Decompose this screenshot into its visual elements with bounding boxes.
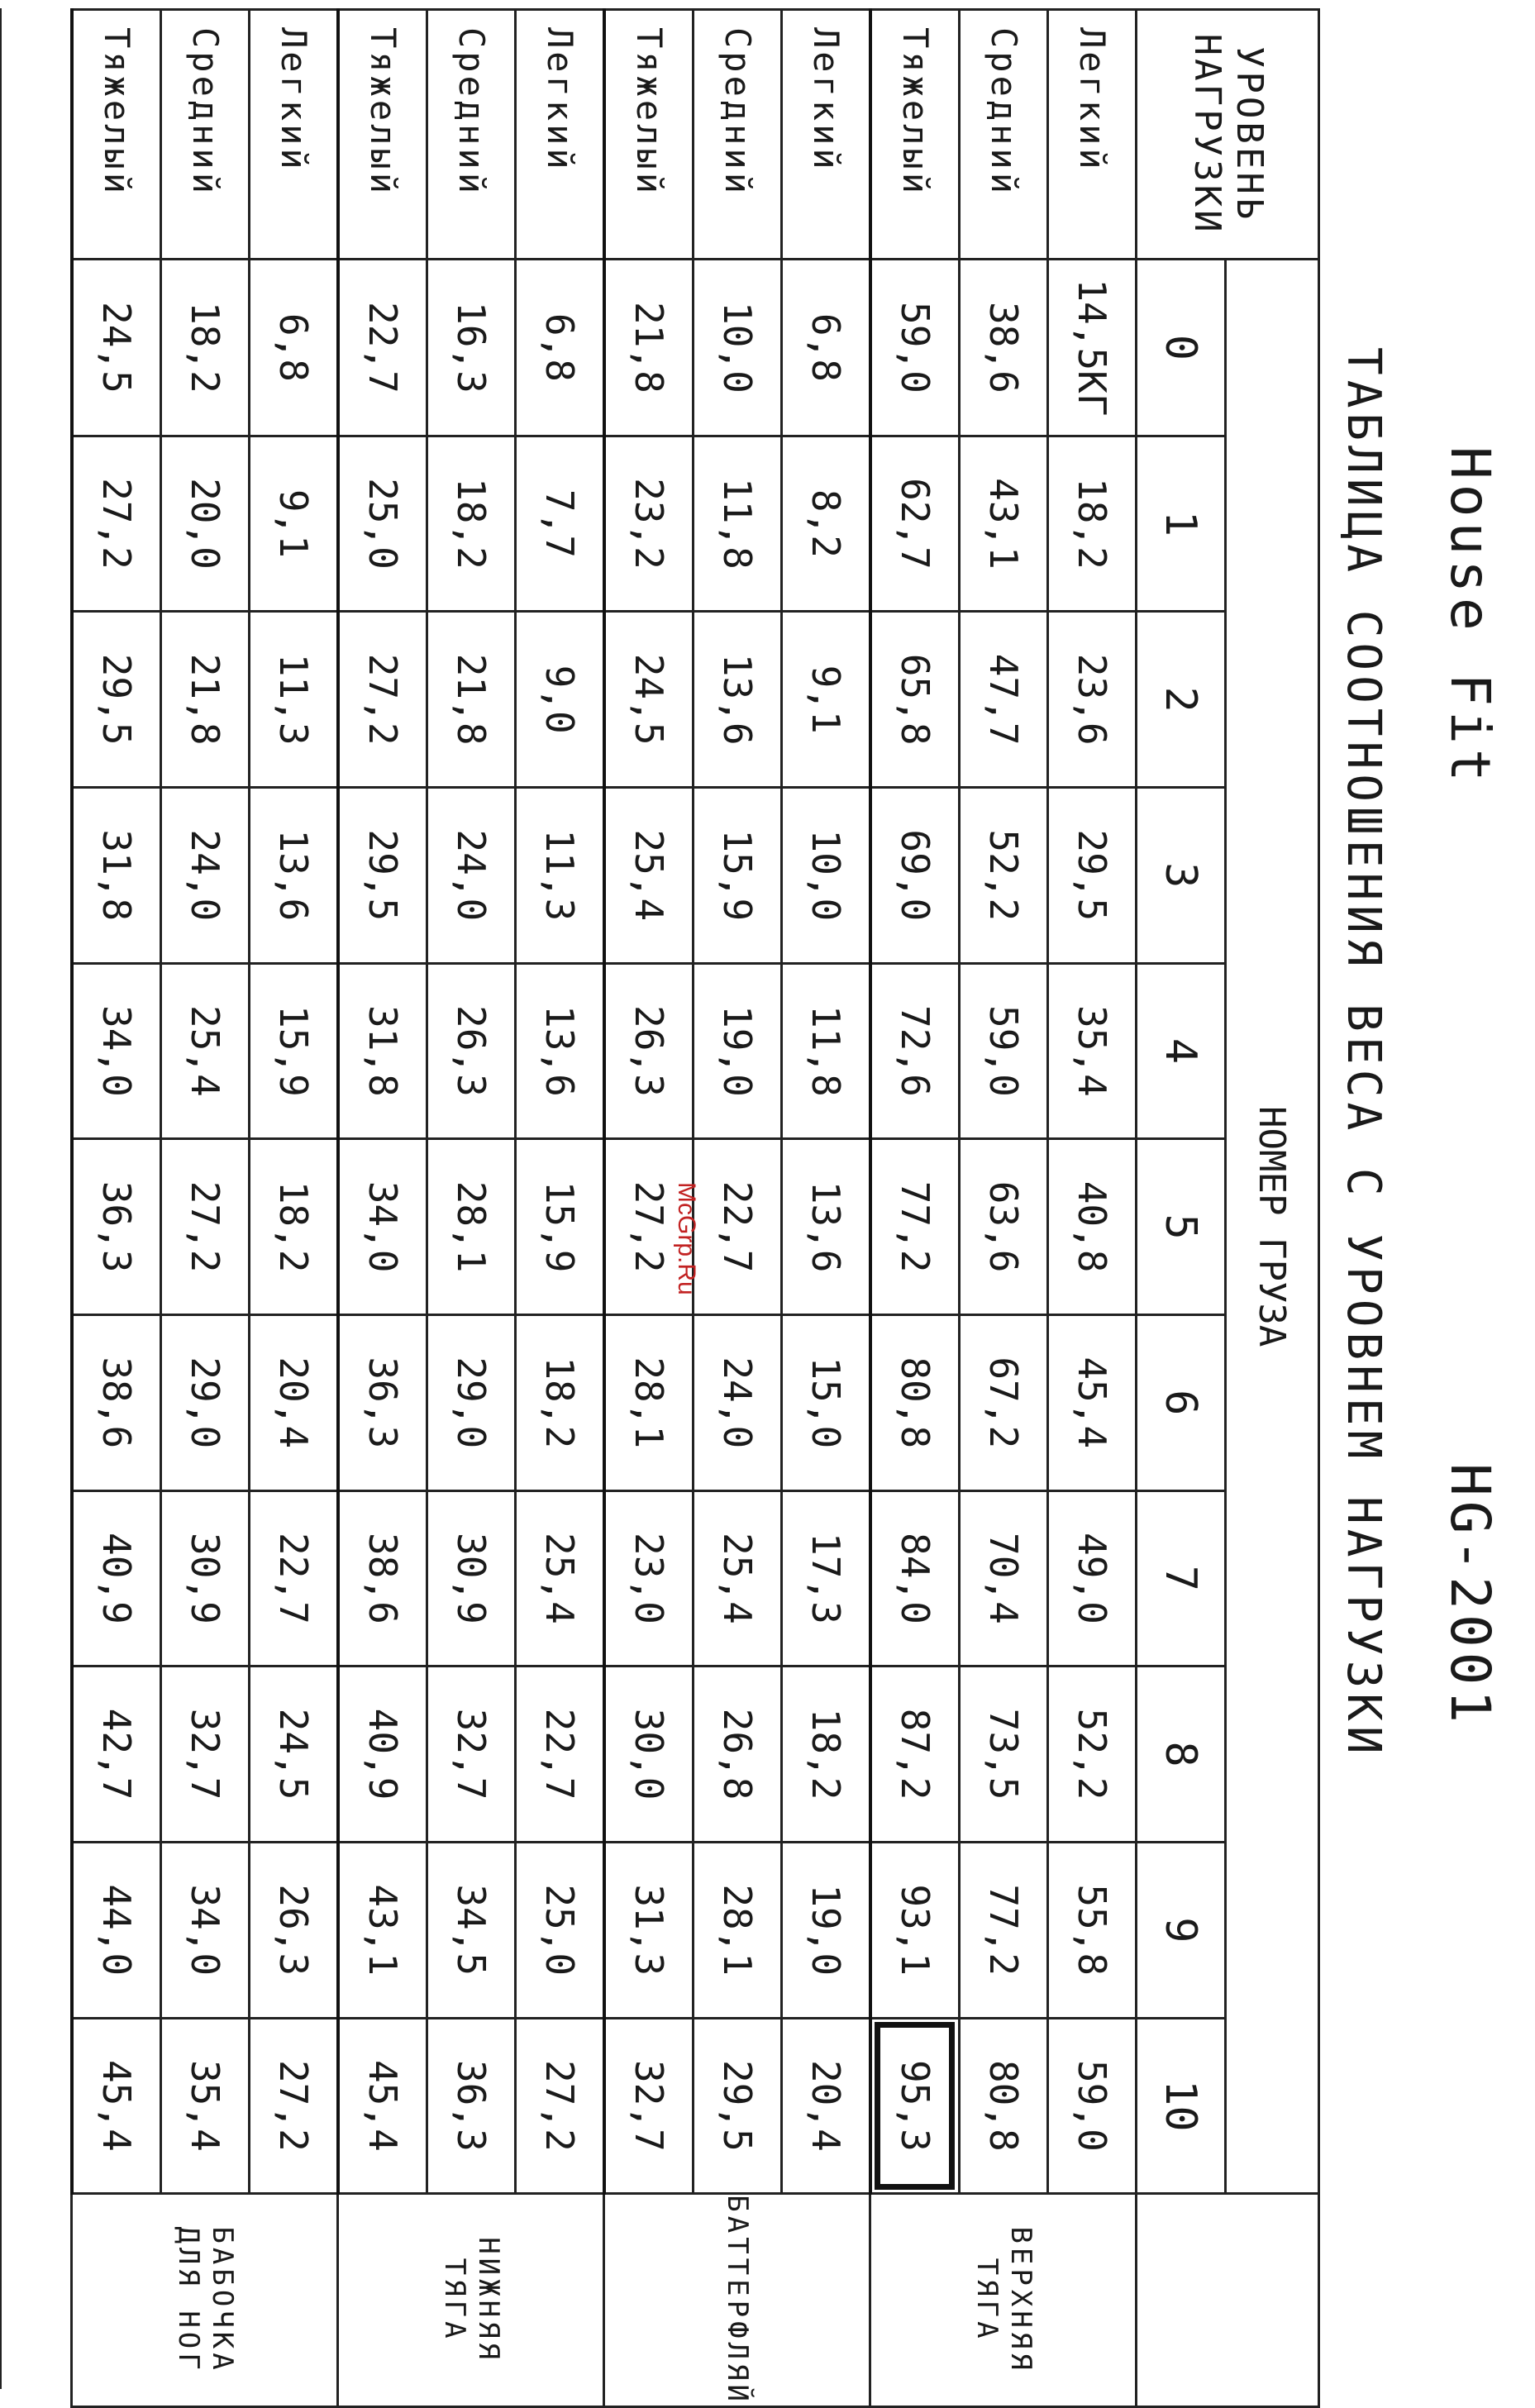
table-row <box>161 10 250 2407</box>
weight-value: 13,6 <box>516 963 605 1139</box>
weight-value: 21,8 <box>604 260 694 436</box>
weight-value: 45,4 <box>72 2018 161 2194</box>
load-number: 8 <box>1137 1667 1226 1843</box>
weight-value: 15,9 <box>694 787 782 963</box>
exercise-name: БАБОЧКА ДЛЯ НОГ <box>72 2194 338 2407</box>
weight-value: 29,5 <box>694 2018 782 2194</box>
weight-value: 29,5 <box>72 612 161 788</box>
load-number: 5 <box>1137 1139 1226 1315</box>
weight-value: 28,1 <box>604 1314 694 1490</box>
weight-value: 47,7 <box>960 612 1048 788</box>
load-number: 9 <box>1137 1842 1226 2018</box>
weight-value: 16,3 <box>427 260 516 436</box>
weight-value: 20,0 <box>161 436 250 612</box>
weight-value: 52,2 <box>960 787 1048 963</box>
level-label: Тяжелый <box>604 10 694 260</box>
weight-value: 44,0 <box>72 1842 161 2018</box>
weight-value: 18,2 <box>250 1139 339 1315</box>
weight-value: 22,7 <box>694 1139 782 1315</box>
weight-value: 27,2 <box>250 2018 339 2194</box>
level-label: Легкий <box>516 10 605 260</box>
table-row <box>1048 10 1137 2407</box>
weight-value: 27,2 <box>338 612 427 788</box>
table-row <box>427 10 516 2407</box>
table-row <box>960 10 1048 2407</box>
weight-value: 77,2 <box>960 1842 1048 2018</box>
group-header: НОМЕР ГРУЗА <box>1226 260 1319 2194</box>
weight-value: 59,0 <box>960 963 1048 1139</box>
weight-value: 72,6 <box>870 963 960 1139</box>
weight-value: 45,4 <box>1048 1314 1137 1490</box>
weight-value: 21,8 <box>427 612 516 788</box>
weight-value: 23,6 <box>1048 612 1137 788</box>
weight-value: 52,2 <box>1048 1667 1137 1843</box>
weight-value: 42,7 <box>72 1667 161 1843</box>
weight-value: 34,0 <box>161 1842 250 2018</box>
weight-value: 23,2 <box>604 436 694 612</box>
weight-value: 11,8 <box>694 436 782 612</box>
weight-value: 10,0 <box>782 787 871 963</box>
table-caption: ТАБЛИЦА СООТНОШЕНИЯ ВЕСА С УРОВНЕМ НАГРУЗКИ <box>1337 347 1390 1759</box>
weight-value: 20,4 <box>782 2018 871 2194</box>
weight-value: 80,8 <box>870 1314 960 1490</box>
weight-value: 36,3 <box>427 2018 516 2194</box>
exercise-name: НИЖНЯЯ ТЯГА <box>338 2194 604 2407</box>
weight-value: 29,5 <box>338 787 427 963</box>
weight-value: 59,0 <box>870 260 960 436</box>
weight-value: 67,2 <box>960 1314 1048 1490</box>
weight-value: 27,2 <box>72 436 161 612</box>
weight-value: 31,8 <box>338 963 427 1139</box>
weight-value: 32,7 <box>161 1667 250 1843</box>
weight-value: 22,7 <box>250 1490 339 1667</box>
level-label: Средний <box>694 10 782 260</box>
weight-value: 8,2 <box>782 436 871 612</box>
weight-value: 32,7 <box>604 2018 694 2194</box>
weight-value: 27,2 <box>516 2018 605 2194</box>
weight-value: 15,9 <box>250 963 339 1139</box>
exercise-name: ВЕРХНЯЯ ТЯГА <box>870 2194 1137 2407</box>
load-number: 3 <box>1137 787 1226 963</box>
load-number: 6 <box>1137 1314 1226 1490</box>
weight-value: 29,0 <box>427 1314 516 1490</box>
load-number: 2 <box>1137 612 1226 788</box>
weight-value: 62,7 <box>870 436 960 612</box>
weight-value: 40,8 <box>1048 1139 1137 1315</box>
exercise-name: БАТТЕРФЛЯЙ <box>604 2194 870 2407</box>
weight-value: 18,2 <box>161 260 250 436</box>
level-label: Легкий <box>782 10 871 260</box>
table-row <box>870 10 960 2407</box>
weight-value: 21,8 <box>161 612 250 788</box>
model-title: HG-2001 <box>1438 1463 1502 1729</box>
weight-value: 27,2 <box>604 1139 694 1315</box>
weight-value: 25,4 <box>516 1490 605 1667</box>
weight-value: 23,0 <box>604 1490 694 1667</box>
watermark: McGrp.Ru <box>673 1182 700 1295</box>
weight-value: 45,4 <box>338 2018 427 2194</box>
weight-value: 24,0 <box>161 787 250 963</box>
weight-value: 73,5 <box>960 1667 1048 1843</box>
weight-value: 34,5 <box>427 1842 516 2018</box>
weight-value: 18,2 <box>782 1667 871 1843</box>
weight-value: 19,0 <box>782 1842 871 2018</box>
table-row <box>694 10 782 2407</box>
weight-value: 24,5 <box>72 260 161 436</box>
weight-value: 15,0 <box>782 1314 871 1490</box>
weight-value: 25,0 <box>516 1842 605 2018</box>
weight-value: 18,2 <box>427 436 516 612</box>
weight-value: 40,9 <box>72 1490 161 1667</box>
weight-value: 24,5 <box>604 612 694 788</box>
level-label: Легкий <box>250 10 339 260</box>
level-label: Тяжелый <box>72 10 161 260</box>
weight-value: 25,0 <box>338 436 427 612</box>
weight-value: 77,2 <box>870 1139 960 1315</box>
divider-line <box>0 8 2 2389</box>
weight-value: 34,0 <box>338 1139 427 1315</box>
level-label: Средний <box>427 10 516 260</box>
weight-value: 38,6 <box>960 260 1048 436</box>
weight-value: 18,2 <box>516 1314 605 1490</box>
weight-value: 24,5 <box>250 1667 339 1843</box>
weight-value: 13,6 <box>694 612 782 788</box>
weight-value: 25,4 <box>161 963 250 1139</box>
weight-value: 31,8 <box>72 787 161 963</box>
numbers-row <box>1137 10 1226 2407</box>
load-number: 4 <box>1137 963 1226 1139</box>
load-number: 1 <box>1137 436 1226 612</box>
weight-value: 87,2 <box>870 1667 960 1843</box>
weight-value: 13,6 <box>782 1139 871 1315</box>
weight-value: 7,7 <box>516 436 605 612</box>
level-header: УРОВЕНЬ НАГРУЗКИ <box>1137 10 1319 260</box>
weight-value: 9,1 <box>782 612 871 788</box>
weight-value: 35,4 <box>161 2018 250 2194</box>
weight-value: 93,1 <box>870 1842 960 2018</box>
weight-value: 28,1 <box>694 1842 782 2018</box>
weight-value: 26,3 <box>604 963 694 1139</box>
weight-value: 22,7 <box>516 1667 605 1843</box>
weight-value: 40,9 <box>338 1667 427 1843</box>
weight-value: 14,5КГ <box>1048 260 1137 436</box>
weight-value: 27,2 <box>161 1139 250 1315</box>
weight-value: 80,8 <box>960 2018 1048 2194</box>
brand-title: House Fit <box>1438 446 1502 787</box>
level-label: Тяжелый <box>338 10 427 260</box>
weight-value: 26,3 <box>250 1842 339 2018</box>
weight-value: 55,8 <box>1048 1842 1137 2018</box>
table-row <box>72 10 161 2407</box>
weight-value: 30,0 <box>604 1667 694 1843</box>
level-label: Средний <box>161 10 250 260</box>
weight-value: 43,1 <box>960 436 1048 612</box>
weight-value: 32,7 <box>427 1667 516 1843</box>
weight-value: 26,3 <box>427 963 516 1139</box>
weight-value: 65,8 <box>870 612 960 788</box>
weight-value: 38,6 <box>72 1314 161 1490</box>
weight-value: 6,8 <box>516 260 605 436</box>
weight-value: 11,8 <box>782 963 871 1139</box>
weight-value: 29,5 <box>1048 787 1137 963</box>
weight-value: 6,8 <box>250 260 339 436</box>
weight-value: 11,3 <box>250 612 339 788</box>
exercise-column-header <box>1137 2194 1319 2407</box>
weight-value: 26,8 <box>694 1667 782 1843</box>
weight-value: 35,4 <box>1048 963 1137 1139</box>
weight-value: 36,3 <box>72 1139 161 1315</box>
weight-value: 29,0 <box>161 1314 250 1490</box>
weight-value: 43,1 <box>338 1842 427 2018</box>
weight-value: 18,2 <box>1048 436 1137 612</box>
level-label: Легкий <box>1048 10 1137 260</box>
weight-value: 30,9 <box>427 1490 516 1667</box>
weight-value: 34,0 <box>72 963 161 1139</box>
weight-value: 95,3 <box>870 2018 960 2194</box>
weight-value: 22,7 <box>338 260 427 436</box>
weight-value: 38,6 <box>338 1490 427 1667</box>
weight-value: 28,1 <box>427 1139 516 1315</box>
level-label: Средний <box>960 10 1048 260</box>
weight-value: 9,0 <box>516 612 605 788</box>
weight-value: 9,1 <box>250 436 339 612</box>
table-row <box>782 10 871 2407</box>
weight-value: 30,9 <box>161 1490 250 1667</box>
weight-value: 6,8 <box>782 260 871 436</box>
load-number: 7 <box>1137 1490 1226 1667</box>
table-row <box>338 10 427 2407</box>
weight-value: 15,9 <box>516 1139 605 1315</box>
weight-value: 63,6 <box>960 1139 1048 1315</box>
weight-value: 70,4 <box>960 1490 1048 1667</box>
weight-value: 25,4 <box>694 1490 782 1667</box>
weight-value: 13,6 <box>250 787 339 963</box>
load-number: 0 <box>1137 260 1226 436</box>
weight-value: 19,0 <box>694 963 782 1139</box>
weight-value: 11,3 <box>516 787 605 963</box>
load-number: 10 <box>1137 2018 1226 2194</box>
weight-value: 10,0 <box>694 260 782 436</box>
weight-value: 49,0 <box>1048 1490 1137 1667</box>
weight-value: 17,3 <box>782 1490 871 1667</box>
table-row <box>516 10 605 2407</box>
weight-value: 36,3 <box>338 1314 427 1490</box>
weight-value: 24,0 <box>427 787 516 963</box>
weight-value: 84,0 <box>870 1490 960 1667</box>
weight-value: 25,4 <box>604 787 694 963</box>
weight-value: 69,0 <box>870 787 960 963</box>
level-label: Тяжелый <box>870 10 960 260</box>
weight-value: 24,0 <box>694 1314 782 1490</box>
weight-value: 31,3 <box>604 1842 694 2018</box>
weight-value: 59,0 <box>1048 2018 1137 2194</box>
weight-value: 20,4 <box>250 1314 339 1490</box>
header-row <box>1226 10 1319 2407</box>
table-row <box>250 10 339 2407</box>
